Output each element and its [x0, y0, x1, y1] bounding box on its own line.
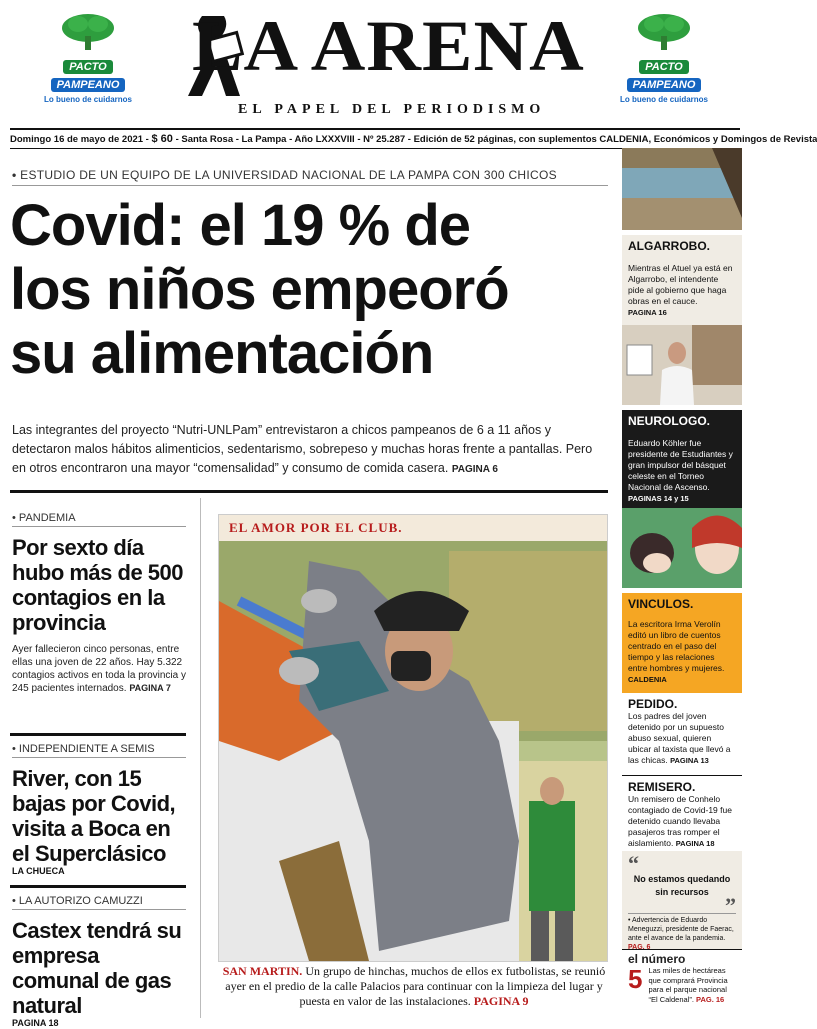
number-title: el número — [628, 952, 686, 966]
quote-box[interactable] — [622, 851, 742, 949]
brief-body: Los padres del joven detenido por un supuesto abuso sexual, quieren ubicar al taxista que llevó a las chicas. PAGINA 13 — [628, 711, 731, 765]
story-ref: LA CHUECA — [12, 866, 65, 876]
main-kicker: • ESTUDIO DE UN EQUIPO DE LA UNIVERSIDAD NACIONAL DE LA PAMPA CON 300 CHICOS — [12, 168, 608, 186]
story-river[interactable] — [12, 743, 186, 876]
photo-page-ref[interactable]: PAGINA 9 — [473, 994, 529, 1008]
neurologist-photo — [622, 325, 742, 405]
brief-body: Un remisero de Conhelo contagiado de Covid-19 fue detenido cuando llevaba pasajeros tras romper el aislamiento. PAGINA 18 — [628, 794, 732, 848]
brief-title: REMISERO. — [628, 780, 696, 794]
photo-label: EL AMOR POR EL CLUB. — [219, 515, 607, 541]
right-column — [622, 148, 742, 1018]
open-quote-icon: “ — [628, 851, 639, 876]
ad-tagline: Lo bueno de cuidarnos — [619, 95, 708, 104]
story-ref: PAGINA 18 — [12, 1018, 59, 1028]
ad-line2: PAMPEANO — [51, 78, 126, 92]
story-kicker: • PANDEMIA — [12, 512, 186, 527]
brief-title: ALGARROBO. — [628, 239, 710, 253]
dateline — [10, 128, 817, 149]
ad-line1: PACTO — [63, 60, 113, 74]
pacto-pampeano-ad-left[interactable] — [38, 12, 138, 104]
brief-body: Mientras el Atuel ya está en Algarrobo, el intendente pide al gobierno que haga obras en el cauce. PAGINA 16 — [628, 263, 733, 317]
main-page-ref[interactable]: PAGINA 6 — [451, 464, 498, 475]
close-quote-icon: ” — [725, 893, 736, 918]
tree-icon — [634, 12, 694, 52]
brief-body: La escritora Irma Verolín editó un libro de cuentos centrado en el paso del tiempo y las relaciones entre hombres y mujeres. CALDENIA — [628, 619, 725, 684]
brief-body: Eduardo Köhler fue presidente de Estudiantes y gran impulsor del básquet celeste en el Torneo Nacional de Ascenso. PAGINAS 14 y 15 — [628, 438, 733, 503]
brief-neurologo[interactable] — [622, 410, 742, 508]
story-headline: Castex tendrá su empresa comunal de gas natural — [12, 918, 182, 1018]
painting-photo — [622, 508, 742, 588]
photo-story[interactable] — [218, 514, 608, 962]
divider — [10, 885, 186, 888]
club-cleanup-photo — [219, 541, 607, 961]
pacto-pampeano-ad-right[interactable] — [614, 12, 714, 104]
brief-vinculos[interactable] — [622, 593, 742, 693]
date-text: Domingo 16 de mayo de 2021 - — [10, 134, 149, 145]
divider — [10, 733, 186, 736]
story-body: Ayer fallecieron cinco personas, entre ellas una joven de 22 años. Hay 5.322 contagios activos en toda la provincia y 245 pacientes internados. PAGINA 7 — [12, 644, 186, 694]
brief-title: VINCULOS. — [628, 597, 694, 611]
dateline-rest: - Santa Rosa - La Pampa - Año LXXXVIII - Nº 25.287 - Edición de 52 páginas, con suplementos CALDENIA, Económicos y Domingos de Revista — [175, 134, 817, 145]
ad-line2: PAMPEANO — [627, 78, 702, 92]
ad-tagline: Lo bueno de cuidarnos — [43, 95, 132, 104]
brief-remisero[interactable] — [622, 775, 742, 851]
number-text: Las miles de hectáreas que comprará Provincia para el parque nacional “El Caldenal”. PAG. 16 — [648, 966, 728, 1004]
story-headline: Por sexto día hubo más de 500 contagios en la provincia — [12, 535, 184, 635]
number-box[interactable] — [622, 949, 742, 1019]
story-kicker: • INDEPENDIENTE A SEMIS — [12, 743, 186, 758]
story-headline: River, con 15 bajas por Covid, visita a Boca en el Superclásico — [12, 766, 176, 866]
river-photo — [622, 148, 742, 230]
divider — [10, 490, 608, 493]
brief-title: NEUROLOGO. — [628, 414, 711, 428]
brief-pedido[interactable] — [622, 693, 742, 775]
main-headline[interactable]: Covid: el 19 % de los niños empeoró su alimentación — [10, 193, 509, 386]
story-castex[interactable] — [12, 895, 186, 1028]
price: $ 60 — [151, 133, 173, 145]
brief-algarrobo[interactable] — [622, 235, 742, 325]
photo-caption: SAN MARTIN. Un grupo de hinchas, muchos de ellos ex futbolistas, se reunió ayer en el predio de la calle Palacios para continuar con la limpieza del lugar y puesta en valor de las instalaciones. PAGINA 9 — [222, 964, 606, 1008]
number-value: 5 — [628, 964, 643, 994]
column-divider — [200, 498, 201, 1018]
main-lead: Las integrantes del proyecto “Nutri-UNLPam” entrevistaron a chicos pampeanos de 6 a 11 años y detectaron malos hábitos alimenticios, sedentarismo, sobrepeso y muchas horas frente a pantallas. Pero en otros encontraron una mayor “comensalidad” y consumo de comida casera. PAGINA 6 — [12, 423, 593, 475]
ad-line1: PACTO — [639, 60, 689, 74]
story-pandemia[interactable] — [12, 512, 186, 695]
quote-text: No estamos quedando sin recursos — [633, 874, 731, 897]
quote-attribution: • Advertencia de Eduardo Meneguzzi, presidente de Faerac, ante el avance de la pandemia. PAG. 6 — [628, 913, 736, 952]
story-kicker: • LA AUTORIZO CAMUZZI — [12, 895, 186, 910]
tree-icon — [58, 12, 118, 52]
masthead-subtitle: EL PAPEL DEL PERIODISMO — [238, 102, 546, 117]
brief-title: PEDIDO. — [628, 697, 678, 711]
masthead-title: LA ARENA — [192, 6, 585, 86]
